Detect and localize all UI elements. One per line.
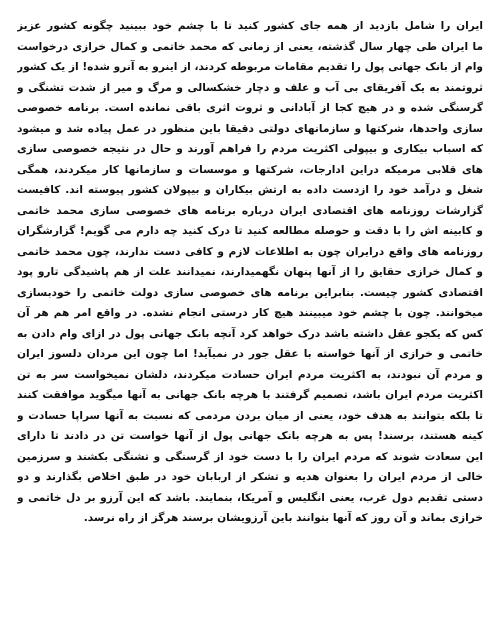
text-line: ثروتمند به یک آفریقای بی آب و علف و دچار خشکسالی و مرگ و میر از شدت تشنگی و bbox=[17, 81, 483, 94]
text-line: تا بلکه بتوانند به هدف خود، یعنی از میان بردن مردمی که نسبت به آنها سراپا حسادت و bbox=[17, 409, 483, 422]
article-body bbox=[17, 16, 483, 529]
text-line: ایران را شامل بازدید از همه جای کشور کنید تا با چشم خود ببینید چگونه کشور عزیز bbox=[17, 20, 483, 32]
text-line-last: خرازی بماند و آن روز که آنها بتوانند باین آرزویشان برسند هرگز از راه نرسد. bbox=[83, 512, 483, 524]
text-line: اقتصادی کشور چیست. بنابراین برنامه های خصوصی سازی دولت خاتمی را خودبسازی bbox=[17, 286, 483, 299]
text-line: خاتمی و خرازی از آنها خواسته با عقل جور در نمیآید! اما چون این مردان دلسوز ایران bbox=[17, 348, 483, 360]
text-line: خالی از مردم ایران را بعنوان هدیه و تشکر از اربابان خود در طبق اخلاص بگذارند و دو bbox=[17, 471, 483, 483]
text-line: گزارشات روزنامه های اقتصادی ایران درباره برنامه های خصوصی سازی محمد خاتمی bbox=[17, 204, 483, 217]
text-line: ما ایران طی چهار سال گذشته، یعنی از زمانی که محمد خاتمی و کمال خرازی درخواست bbox=[17, 40, 483, 53]
text-line: و کمال خرازی حقایق را از آنها پنهان نگهمیدارند، نمیدانند علت از هم پاشیدگی تارو پود bbox=[17, 266, 483, 278]
text-line: گرسنگی شده و در هیچ کجا از آبادانی و ثروت اثری باقی نمانده است. برنامه خصوصی bbox=[17, 102, 483, 114]
text-line: دستی تقدیم دول غرب، یعنی انگلیس و آمریکا، بنمایند. باشد که این آرزو بر دل خاتمی و bbox=[17, 491, 483, 504]
text-line: وام از بانک جهانی پول را تقدیم مقامات مربوطه کردند، از اینرو به آنرو شده! از یک کشور bbox=[17, 61, 483, 73]
text-line: کس که یکجو عقل داشته باشد درک خواهد کرد آنچه بانک جهانی پول در ازای وام دادن به bbox=[17, 327, 483, 340]
text-line: و کابینه اش را با دقت و حوصله مطالعه کنید تا درک کنید چه دارم می گویم! گزارشگران bbox=[17, 225, 483, 237]
text-line: های قلابی مرمیکه دراین ادارجات، شرکتها و موسسات و سازمانها کار میکردند، همگی bbox=[17, 163, 483, 176]
text-line: و مردم آن نبودند، به اکثریت مردم ایران حسادت میکردند، دلشان نمیخواست سر به تن bbox=[17, 368, 483, 381]
text-line: میخوانند. چون با چشم خود میبینند هیچ کار درستی انجام نشده. در واقع امر هم هر آن bbox=[17, 307, 483, 319]
text-line: که اسباب بیکاری و بیپولی اکثریت مردم را فراهم آورند و حال در نتیجه خصوصی سازی bbox=[17, 143, 483, 155]
text-line: اکثریت مردم ایران باشد، تصمیم گرفتند با هرچه بانک جهانی به آنها میگوید موافقت کنند bbox=[17, 389, 483, 401]
text-line: این سعادت شوند که مردم ایران را با دست خود از گرسنگی و تشنگی بکشند و سرزمین bbox=[17, 450, 483, 463]
text-line: کینه هستند، برسند! پس به هرچه بانک جهانی پول از آنها خواست تن در دادند تا دارای bbox=[17, 430, 483, 442]
text-line: روزنامه های واقع درایران چون به اطلاعات لازم و کافی دست ندارند، چون محمد خاتمی bbox=[17, 245, 483, 258]
text-line: سازی واحدها، شرکتها و سازمانهای دولتی دقیقا باین منظور در عمل پیاده شد و میشود bbox=[17, 122, 483, 135]
text-line: شغل و درآمد خود را ازدست داده به ارتش بیکاران و بیپولان کشور پیوسته اند. کافیست bbox=[17, 184, 483, 196]
